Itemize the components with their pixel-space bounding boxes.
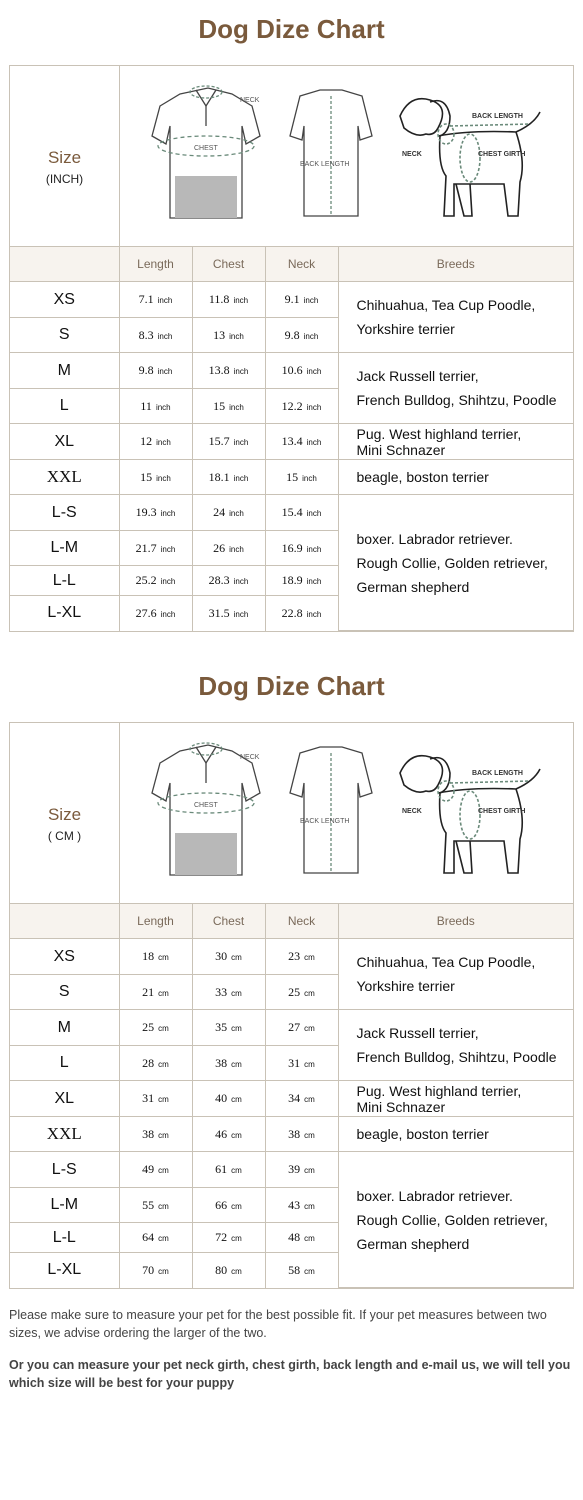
chest-value: 30 — [215, 949, 228, 963]
neck-cell — [265, 939, 338, 975]
dog-neck-label: NECK — [402, 151, 422, 158]
shirt-back-icon — [290, 90, 372, 216]
unit: cm — [304, 1266, 315, 1276]
unit: cm — [304, 953, 315, 962]
table-row — [10, 460, 573, 495]
unit: cm — [304, 1024, 315, 1033]
chest-cell — [192, 1117, 265, 1152]
unit: cm — [304, 1130, 315, 1140]
chest-cell — [192, 353, 265, 389]
column-header: Chest — [192, 904, 265, 939]
size-chart-inch — [9, 65, 574, 632]
length-cell — [119, 460, 192, 495]
column-header-blank — [10, 247, 119, 282]
neck-value: 39 — [288, 1162, 301, 1176]
unit: inch — [157, 367, 173, 376]
length-cell — [119, 1223, 192, 1253]
neck-cell — [265, 566, 338, 596]
size-cell: L-L — [10, 1223, 119, 1253]
length-value: 27.6 — [135, 605, 157, 620]
breed-line: beagle, boston terrier — [356, 1126, 489, 1142]
dog-chest-girth-label: CHEST GIRTH — [478, 151, 526, 158]
length-value: 70 — [142, 1262, 155, 1277]
column-header: Breeds — [338, 247, 573, 282]
length-value: 28 — [142, 1055, 155, 1070]
unit: cm — [304, 988, 315, 998]
size-label: Size — [47, 805, 82, 824]
illustration-header — [10, 723, 573, 904]
breed-line: Pug. West highland terrier, — [356, 425, 522, 442]
unit: cm — [158, 1166, 169, 1175]
size-cell: XL — [10, 1081, 119, 1117]
size-cell: S — [10, 975, 119, 1010]
neck-label: NECK — [240, 754, 260, 761]
size-cell: XL — [10, 424, 119, 460]
neck-cell — [265, 389, 338, 424]
column-header-blank — [10, 904, 119, 939]
chest-cell — [192, 975, 265, 1010]
size-table — [10, 247, 573, 631]
neck-cell — [265, 1010, 338, 1046]
dog-neck-label: NECK — [402, 808, 422, 815]
length-cell — [119, 1081, 192, 1117]
table-row — [10, 353, 573, 389]
chest-cell — [192, 1010, 265, 1046]
dog-back-length-label: BACK LENGTH — [472, 113, 523, 120]
unit: cm — [231, 1059, 242, 1069]
unit: inch — [229, 544, 244, 554]
neck-cell — [265, 531, 338, 566]
chest-value: 15.7 — [208, 434, 230, 448]
unit: inch — [306, 438, 322, 447]
table-row — [10, 495, 573, 531]
breeds-cell — [338, 1152, 573, 1288]
neck-value: 23 — [288, 949, 301, 963]
unit: inch — [306, 367, 322, 376]
neck-cell — [265, 1046, 338, 1081]
neck-value: 12.2 — [281, 398, 303, 413]
neck-cell — [265, 318, 338, 353]
neck-value: 25 — [288, 984, 301, 999]
size-cell: M — [10, 353, 119, 389]
chest-value: 80 — [215, 1262, 228, 1277]
column-header: Neck — [265, 904, 338, 939]
table-row — [10, 1117, 573, 1152]
unit: cm — [158, 1024, 169, 1033]
size-cell: M — [10, 1010, 119, 1046]
breeds-cell — [338, 424, 573, 460]
neck-cell — [265, 495, 338, 531]
breeds-cell — [338, 282, 573, 353]
length-value: 31 — [142, 1091, 155, 1105]
chest-value: 24 — [213, 505, 226, 519]
back-length-label: BACK LENGTH — [300, 818, 350, 825]
size-cell: L-L — [10, 566, 119, 596]
column-header: Chest — [192, 247, 265, 282]
chest-cell — [192, 566, 265, 596]
measurement-illustration — [120, 723, 573, 903]
polo-shirt-icon — [152, 86, 260, 218]
unit: cm — [231, 1166, 242, 1175]
breed-line: beagle, boston terrier — [356, 469, 489, 485]
unit: inch — [233, 473, 249, 483]
size-cell: L — [10, 1046, 119, 1081]
unit: inch — [157, 331, 173, 341]
neck-value: 10.6 — [281, 363, 303, 377]
chest-cell — [192, 495, 265, 531]
length-value: 15 — [140, 469, 153, 484]
chest-value: 13 — [213, 327, 226, 342]
chest-value: 38 — [215, 1055, 228, 1070]
back-length-label: BACK LENGTH — [300, 161, 350, 168]
unit: inch — [303, 296, 319, 305]
unit: cm — [304, 1166, 315, 1175]
neck-value: 38 — [288, 1126, 301, 1141]
size-cell: L-XL — [10, 596, 119, 631]
neck-value: 9.8 — [284, 327, 300, 342]
length-value: 55 — [142, 1197, 155, 1212]
unit: inch — [306, 544, 322, 554]
length-value: 25 — [142, 1020, 155, 1034]
chest-value: 72 — [215, 1230, 228, 1244]
size-label: Size — [47, 148, 82, 167]
breed-line: boxer. Labrador retriever. — [356, 530, 513, 547]
unit: cm — [304, 1201, 315, 1211]
fit-note: Please make sure to measure your pet for the best possible fit. If your pet measures between two sizes, we advise ordering the larger of the two. — [9, 1308, 547, 1340]
unit: inch — [303, 331, 319, 341]
neck-value: 27 — [288, 1020, 301, 1034]
chest-label: CHEST — [194, 802, 218, 809]
breeds-cell — [338, 1117, 573, 1152]
size-cell: L-M — [10, 531, 119, 566]
unit: inch — [160, 509, 176, 518]
breeds-cell — [338, 353, 573, 424]
chest-value: 31.5 — [208, 605, 230, 620]
unit: cm — [158, 1266, 169, 1276]
chest-cell — [192, 596, 265, 631]
neck-cell — [265, 975, 338, 1010]
unit: cm — [158, 1059, 169, 1069]
table-row — [10, 1010, 573, 1046]
neck-cell — [265, 1081, 338, 1117]
length-value: 21.7 — [135, 540, 157, 555]
unit: inch — [160, 544, 176, 554]
unit: cm — [231, 1266, 242, 1276]
length-value: 7.1 — [138, 292, 154, 306]
breed-line: Yorkshire terrier — [356, 321, 455, 337]
length-cell — [119, 282, 192, 318]
breed-line: boxer. Labrador retriever. — [356, 1187, 513, 1204]
unit: inch — [156, 473, 171, 483]
chart-title: Dog Dize Chart — [198, 14, 385, 44]
size-table — [10, 904, 573, 1288]
neck-cell — [265, 424, 338, 460]
neck-label: NECK — [240, 97, 260, 104]
size-cell: L-XL — [10, 1253, 119, 1288]
chest-cell — [192, 460, 265, 495]
length-cell — [119, 975, 192, 1010]
dog-back-length-label: BACK LENGTH — [472, 770, 523, 777]
neck-cell — [265, 1152, 338, 1188]
breed-line: French Bulldog, Shihtzu, Poodle — [356, 1049, 557, 1065]
length-cell — [119, 1117, 192, 1152]
column-header: Breeds — [338, 904, 573, 939]
neck-value: 16.9 — [281, 540, 303, 555]
unit: inch — [302, 473, 317, 483]
length-cell — [119, 1046, 192, 1081]
unit: inch — [160, 609, 176, 619]
length-cell — [119, 531, 192, 566]
unit: cm — [304, 1095, 315, 1104]
neck-cell — [265, 353, 338, 389]
unit: inch — [233, 609, 249, 619]
breeds-cell — [338, 1081, 573, 1117]
neck-value: 18.9 — [281, 573, 303, 587]
length-value: 64 — [142, 1230, 155, 1244]
unit: cm — [231, 1201, 242, 1211]
unit: inch — [229, 331, 244, 341]
shirt-back-icon — [290, 747, 372, 873]
unit: cm — [158, 1201, 169, 1211]
breed-line: Jack Russell terrier, — [356, 368, 479, 384]
unit: cm — [158, 1095, 169, 1104]
size-cell: XS — [10, 282, 119, 318]
chest-value: 35 — [215, 1020, 228, 1034]
chest-cell — [192, 1081, 265, 1117]
unit-label: (INCH) — [45, 172, 84, 186]
unit: cm — [231, 1130, 242, 1140]
chest-cell — [192, 1253, 265, 1288]
neck-cell — [265, 460, 338, 495]
unit: inch — [157, 296, 173, 305]
breed-line: Pug. West highland terrier, — [356, 1082, 522, 1099]
neck-value: 13.4 — [281, 434, 303, 448]
table-row — [10, 1152, 573, 1188]
length-cell — [119, 1253, 192, 1288]
chest-cell — [192, 939, 265, 975]
chest-value: 46 — [215, 1126, 228, 1141]
length-cell — [119, 1188, 192, 1223]
neck-cell — [265, 1117, 338, 1152]
length-cell — [119, 389, 192, 424]
length-cell — [119, 939, 192, 975]
unit: cm — [158, 1234, 169, 1243]
breed-line: Chihuahua, Tea Cup Poodle, — [356, 297, 536, 313]
chest-value: 61 — [215, 1162, 228, 1176]
size-cell: L-S — [10, 495, 119, 531]
unit: inch — [160, 577, 176, 586]
breed-line: Jack Russell terrier, — [356, 1025, 479, 1041]
chest-cell — [192, 1152, 265, 1188]
unit: inch — [229, 402, 244, 412]
neck-value: 34 — [288, 1091, 301, 1105]
breed-line: Yorkshire terrier — [356, 978, 455, 994]
unit-label: ( CM ) — [47, 829, 82, 843]
breed-line: German shepherd — [356, 578, 470, 595]
unit: cm — [231, 1024, 242, 1033]
breed-line: Rough Collie, Golden retriever, — [356, 554, 548, 571]
length-value: 9.8 — [138, 363, 154, 377]
column-header: Neck — [265, 247, 338, 282]
size-cell: S — [10, 318, 119, 353]
unit: cm — [231, 1095, 242, 1104]
length-cell — [119, 424, 192, 460]
column-header: Length — [119, 904, 192, 939]
neck-value: 58 — [288, 1262, 301, 1277]
chest-value: 66 — [215, 1197, 228, 1212]
length-value: 18 — [142, 949, 155, 963]
length-cell — [119, 495, 192, 531]
unit: cm — [231, 988, 242, 998]
chest-value: 26 — [213, 540, 226, 555]
size-cell: L — [10, 389, 119, 424]
size-label-cell — [10, 723, 120, 903]
breeds-cell — [338, 1010, 573, 1081]
breed-line: German shepherd — [356, 1235, 470, 1252]
unit: inch — [306, 609, 322, 619]
neck-value: 15 — [286, 469, 299, 484]
table-row — [10, 282, 573, 318]
neck-value: 15.4 — [281, 505, 303, 519]
polo-shirt-icon — [152, 743, 260, 875]
size-cell: XS — [10, 939, 119, 975]
unit: cm — [304, 1059, 315, 1069]
table-row — [10, 1081, 573, 1117]
breeds-cell — [338, 939, 573, 1010]
breeds-cell — [338, 495, 573, 631]
unit: inch — [156, 438, 171, 447]
size-cell: L-S — [10, 1152, 119, 1188]
neck-cell — [265, 1188, 338, 1223]
unit: inch — [306, 402, 322, 412]
length-value: 12 — [140, 434, 153, 448]
unit: inch — [233, 367, 249, 376]
breed-line: Mini Schnazer — [356, 1098, 446, 1115]
unit: cm — [231, 1234, 242, 1243]
column-header-row — [10, 904, 573, 939]
length-value: 11 — [140, 398, 152, 413]
length-cell — [119, 1010, 192, 1046]
dog-chest-girth-label: CHEST GIRTH — [478, 808, 526, 815]
size-label-cell — [10, 66, 120, 246]
size-cell: L-M — [10, 1188, 119, 1223]
unit: inch — [306, 509, 322, 518]
chest-cell — [192, 424, 265, 460]
length-cell — [119, 596, 192, 631]
chest-value: 13.8 — [208, 363, 230, 377]
chest-label: CHEST — [194, 145, 218, 152]
length-cell — [119, 318, 192, 353]
unit: cm — [231, 953, 242, 962]
unit: inch — [233, 438, 249, 447]
length-value: 25.2 — [135, 573, 157, 587]
chest-value: 33 — [215, 984, 228, 999]
size-cell: XXL — [10, 1117, 119, 1152]
breed-line: Mini Schnazer — [356, 441, 446, 458]
size-cell: XXL — [10, 460, 119, 495]
table-row — [10, 939, 573, 975]
chest-cell — [192, 318, 265, 353]
neck-value: 22.8 — [281, 605, 303, 620]
chest-value: 11.8 — [208, 292, 230, 306]
column-header: Length — [119, 247, 192, 282]
size-chart-cm — [9, 722, 574, 1289]
illustration-header — [10, 66, 573, 247]
breed-line: French Bulldog, Shihtzu, Poodle — [356, 392, 557, 408]
chest-value: 15 — [213, 398, 226, 413]
neck-value: 48 — [288, 1230, 301, 1244]
breeds-cell — [338, 460, 573, 495]
neck-cell — [265, 1253, 338, 1288]
chest-cell — [192, 1188, 265, 1223]
length-value: 38 — [142, 1126, 155, 1141]
chest-cell — [192, 389, 265, 424]
measurement-illustration — [120, 66, 573, 246]
unit: inch — [233, 296, 249, 305]
unit: cm — [158, 988, 169, 998]
neck-value: 43 — [288, 1197, 301, 1212]
length-value: 21 — [142, 984, 155, 999]
unit: inch — [155, 402, 171, 412]
neck-cell — [265, 282, 338, 318]
length-cell — [119, 1152, 192, 1188]
length-value: 19.3 — [135, 505, 157, 519]
neck-cell — [265, 1223, 338, 1253]
breed-line: Chihuahua, Tea Cup Poodle, — [356, 954, 536, 970]
unit: inch — [229, 509, 244, 518]
neck-value: 9.1 — [284, 292, 300, 306]
length-value: 8.3 — [138, 327, 154, 342]
neck-cell — [265, 596, 338, 631]
table-row — [10, 424, 573, 460]
unit: inch — [233, 577, 249, 586]
chest-value: 18.1 — [208, 469, 230, 484]
chest-cell — [192, 1223, 265, 1253]
unit: cm — [304, 1234, 315, 1243]
length-cell — [119, 353, 192, 389]
chest-cell — [192, 1046, 265, 1081]
unit: cm — [158, 953, 169, 962]
unit: inch — [306, 577, 322, 586]
contact-note: Or you can measure your pet neck girth, chest girth, back length and e-mail us, we will tell you which size will be best for your puppy — [9, 1358, 571, 1390]
neck-value: 31 — [288, 1055, 301, 1070]
chest-value: 28.3 — [208, 573, 230, 587]
chart-title: Dog Dize Chart — [198, 671, 385, 701]
breed-line: Rough Collie, Golden retriever, — [356, 1211, 548, 1228]
chest-cell — [192, 531, 265, 566]
unit: cm — [158, 1130, 169, 1140]
length-cell — [119, 566, 192, 596]
column-header-row — [10, 247, 573, 282]
chest-value: 40 — [215, 1091, 228, 1105]
length-value: 49 — [142, 1162, 155, 1176]
chest-cell — [192, 282, 265, 318]
